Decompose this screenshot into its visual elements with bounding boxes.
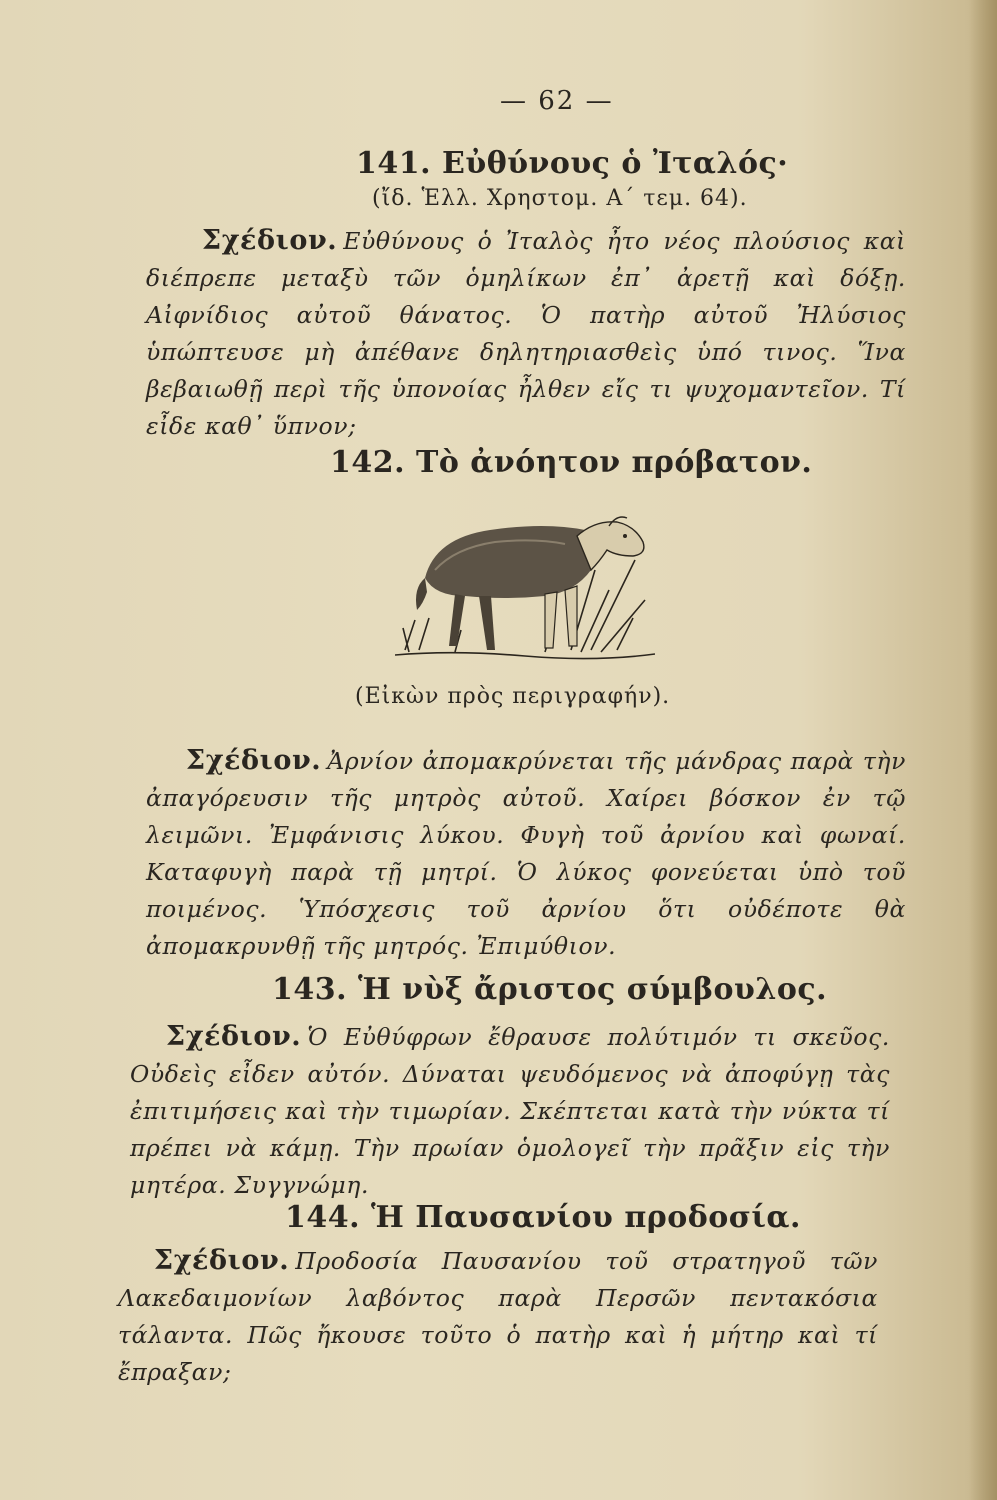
section-141-source: (ἴδ. Ἑλλ. Χρηστομ. Α΄ τεμ. 64). xyxy=(372,186,748,211)
page-number: — 62 — xyxy=(500,86,614,116)
ground-line xyxy=(395,653,655,659)
section-144-text: Προδοσία Παυσανίου τοῦ στρατηγοῦ τῶν Λακεδαιμονίων λαβόντος παρὰ Περσῶν πεντακόσια τάλαντα. Πῶς ἤκουσε τοῦτο ὁ πατὴρ καὶ ἡ μήτηρ καὶ τί ἔπραξαν; xyxy=(118,1247,878,1386)
section-143-lead: Σχέδιον. xyxy=(166,1021,302,1052)
illustration-caption: (Εἰκὼν πρὸς περιγραφήν). xyxy=(355,684,671,709)
section-142-text: Ἀρνίον ἀπομακρύνεται τῆς μάνδρας παρὰ τὴν ἀπαγόρευσιν τῆς μητρὸς αὐτοῦ. Χαίρει βόσκον ἐν τῷ λειμῶνι. Ἐμφάνισις λύκου. Φυγὴ τοῦ ἀρνίου καὶ φωναί. Καταφυγὴ παρὰ τῇ μητρί. Ὁ λύκος φονεύεται ὑπὸ τοῦ ποιμένος. Ὑπόσχεσις τοῦ ἀρνίου ὅτι οὐδέποτε θὰ ἀπομακρυνθῇ τῆς μητρός. Ἐπιμύθιον. xyxy=(146,747,906,960)
section-144-title: 144. Ἡ Παυσανίου προδοσία. xyxy=(285,1200,801,1235)
section-144-paragraph xyxy=(118,1242,878,1391)
section-141-paragraph xyxy=(146,222,906,445)
section-141-text: Εὐθύνους ὁ Ἰταλὸς ἦτο νέος πλούσιος καὶ διέπρεπε μεταξὺ τῶν ὁμηλίκων ἐπ᾽ ἀρετῇ καὶ δόξῃ. Αἰφνίδιος αὐτοῦ θάνατος. Ὁ πατὴρ αὐτοῦ Ἠλύσιος ὑπώπτευσε μὴ ἀπέθανε δηλητηριασθεὶς ὑπό τινος. Ἵνα βεβαιωθῇ περὶ τῆς ὑπονοίας ἦλθεν εἴς τι ψυχομαντεῖον. Τί εἶδε καθ᾽ ὕπνον; xyxy=(146,227,906,440)
section-142-paragraph xyxy=(146,742,906,965)
lamb-illustration xyxy=(395,500,655,670)
section-143-title: 143. Ἡ νὺξ ἄριστος σύμβουλος. xyxy=(272,972,828,1007)
section-144-lead: Σχέδιον. xyxy=(154,1245,290,1276)
lamb-figure xyxy=(416,517,644,650)
section-143-text: Ὁ Εὐθύφρων ἔθραυσε πολύτιμόν τι σκεῦος. Οὐδεὶς εἶδεν αὐτόν. Δύναται ψευδόμενος νὰ ἀποφύγῃ τὰς ἐπιτιμήσεις καὶ τὴν τιμωρίαν. Σκέπτεται κατὰ τὴν νύκτα τί πρέπει νὰ κάμῃ. Τὴν πρωίαν ὁμολογεῖ τὴν πρᾶξιν εἰς τὴν μητέρα. Συγγνώμη. xyxy=(130,1023,890,1199)
section-141-title: 141. Εὐθύνους ὁ Ἰταλός· xyxy=(356,146,789,181)
section-141-lead: Σχέδιον. xyxy=(202,225,338,256)
section-142-lead: Σχέδιον. xyxy=(186,745,322,776)
page-edge-shadow xyxy=(969,0,997,1500)
section-142-title: 142. Τὸ ἀνόητον πρόβατον. xyxy=(330,445,813,480)
section-143-paragraph xyxy=(130,1018,890,1204)
